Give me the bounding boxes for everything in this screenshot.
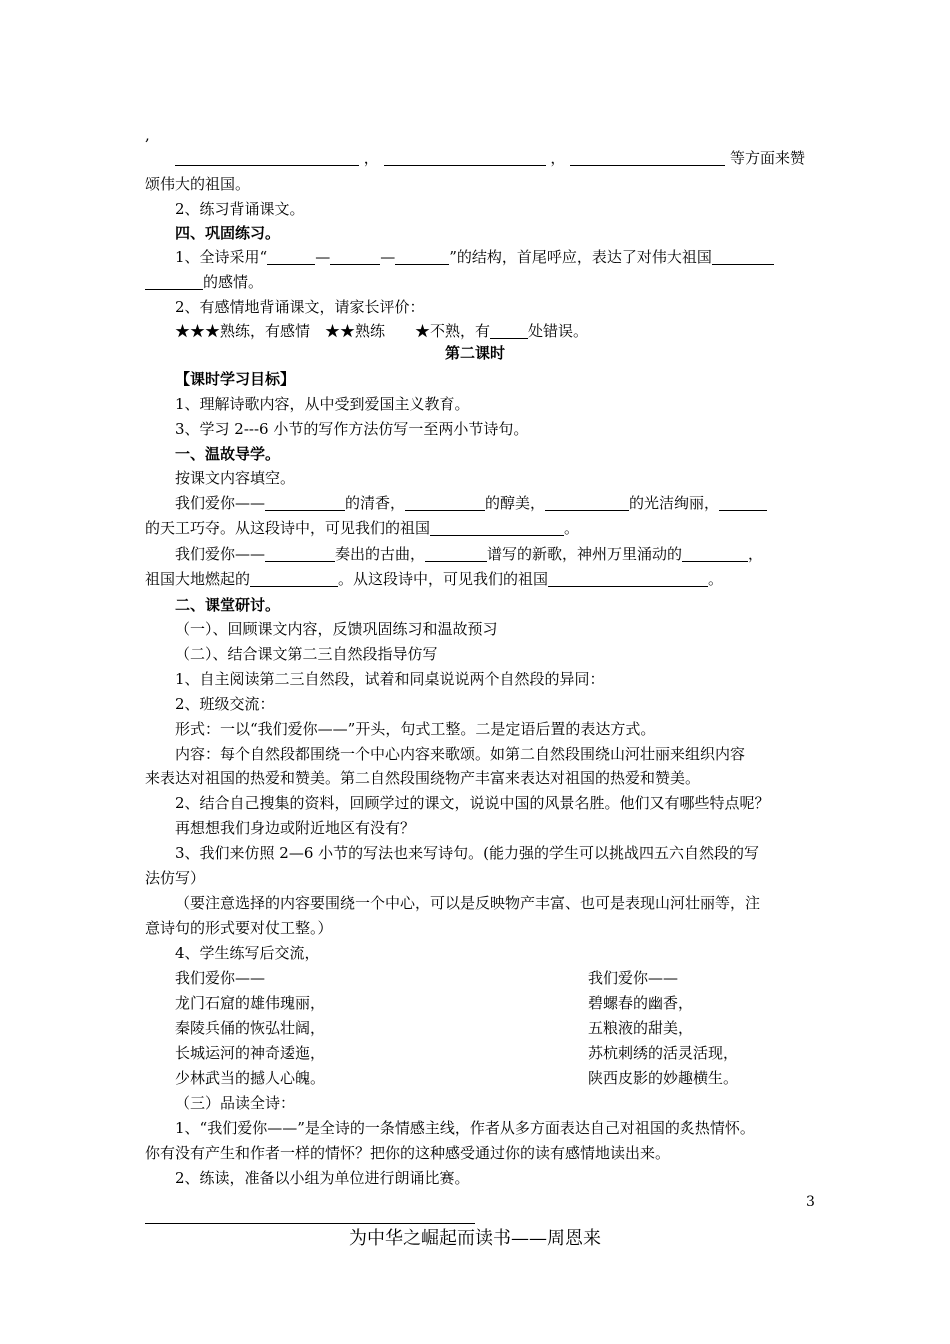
- poem-left-line: 秦陵兵俑的恢弘壮阔，: [175, 1019, 326, 1037]
- fill-blank[interactable]: [250, 570, 338, 587]
- text-line: 法仿写）: [145, 869, 206, 887]
- text-line: 1、理解诗歌内容，从中受到爱国主义教育。: [175, 395, 470, 413]
- poem-right-line: 我们爱你——: [588, 969, 679, 987]
- text-line: （要注意选择的内容要围绕一个中心，可以是反映物产丰富、也可是表现山河壮丽等，注: [175, 894, 761, 912]
- text-line: 的感情。: [145, 270, 825, 294]
- text-line: （一）、回顾课文内容，反馈巩固练习和温故预习: [175, 620, 498, 638]
- text-line: 形式：一以“我们爱你——”开头，句式工整。二是定语后置的表达方式。: [175, 720, 656, 738]
- section-heading: 二、课堂研讨。: [175, 596, 281, 614]
- poem-right-line: 苏杭刺绣的活灵活现，: [588, 1044, 739, 1062]
- poem-right-line: 陕西皮影的妙趣横生。: [588, 1069, 739, 1087]
- text-line: 2、结合自己搜集的资料，回顾学过的课文，说说中国的风景名胜。他们又有哪些特点呢？: [175, 794, 770, 812]
- text-line: 再想想我们身边或附近地区有没有？: [175, 819, 416, 837]
- text-line: 2、班级交流：: [175, 695, 275, 713]
- fill-blank[interactable]: [712, 248, 774, 265]
- fill-blank[interactable]: [490, 322, 528, 339]
- text-line: 1、全诗采用“ — — ”的结构，首尾呼应，表达了对伟大祖国: [175, 245, 855, 269]
- text-line: ， ， 等方面来赞: [175, 146, 855, 170]
- fill-blank[interactable]: [145, 273, 203, 290]
- poem-left-line: 龙门石窟的雄伟瑰丽，: [175, 994, 326, 1012]
- text-line: 1、“我们爱你——”是全诗的一条情感主线，作者从多方面表达自己对祖国的炙热情怀。: [175, 1119, 755, 1137]
- fill-blank[interactable]: [330, 248, 380, 265]
- text-line: 2、练读，准备以小组为单位进行朗诵比赛。: [175, 1169, 470, 1187]
- text-line: 你有没有产生和作者一样的情怀？把你的这种感受通过你的读有感情地读出来。: [145, 1144, 671, 1162]
- text-line: （三）品读全诗：: [175, 1094, 296, 1112]
- stray-comma: ,: [145, 126, 150, 144]
- text-line: 1、自主阅读第二三自然段，试着和同桌说说两个自然段的异同：: [175, 670, 605, 688]
- fill-blank[interactable]: [570, 149, 725, 166]
- text-line: 我们爱你—— 的清香， 的醇美， 的光洁绚丽，: [175, 491, 855, 515]
- fill-blank[interactable]: [395, 248, 449, 265]
- text-line: 意诗句的形式要对仗工整。）: [145, 919, 333, 937]
- text-line: 颂伟大的祖国。: [145, 175, 251, 193]
- text-line: 4、学生练写后交流，: [175, 944, 320, 962]
- text-line: 我们爱你—— 奏出的古曲， 谱写的新歌，神州万里涌动的 ，: [175, 545, 764, 563]
- fill-blank[interactable]: [265, 494, 345, 511]
- fill-blank[interactable]: [682, 545, 748, 562]
- fill-blank[interactable]: [425, 545, 487, 562]
- text-line: 3、我们来仿照 2—6 小节的写法也来写诗句。(能力强的学生可以挑战四五六自然段的写: [175, 844, 760, 862]
- page-number: 3: [806, 1194, 815, 1210]
- poem-right-line: 碧螺春的幽香，: [588, 994, 694, 1012]
- poem-left-line: 少林武当的撼人心魄。: [175, 1069, 326, 1087]
- fill-blank[interactable]: [545, 494, 629, 511]
- fill-blank[interactable]: [175, 149, 359, 166]
- poem-left-line: 我们爱你——: [175, 969, 266, 987]
- fill-blank[interactable]: [719, 494, 767, 511]
- poem-left-line: 长城运河的神奇逶迤，: [175, 1044, 326, 1062]
- text-line: 祖国大地燃起的 。从这段诗中，可见我们的祖国 。: [145, 570, 724, 588]
- text-line: 按课文内容填空。: [175, 469, 296, 487]
- fill-blank[interactable]: [267, 248, 315, 265]
- fill-blank[interactable]: [405, 494, 485, 511]
- text-line: 内容：每个自然段都围绕一个中心内容来歌颂。如第二自然段围绕山河壮丽来组织内容: [175, 745, 746, 763]
- footer-motto: 为中华之崛起而读书——周恩来: [349, 1228, 601, 1249]
- fill-blank[interactable]: [430, 519, 564, 536]
- text-line: 来表达对祖国的热爱和赞美。第二自然段围绕物产丰富来表达对祖国的热爱和赞美。: [145, 769, 701, 787]
- text-line: 2、有感情地背诵课文，请家长评价：: [175, 298, 425, 316]
- poem-right-line: 五粮液的甜美，: [588, 1019, 694, 1037]
- text-line: 2、练习背诵课文。: [175, 200, 305, 218]
- section-heading: 【课时学习目标】: [175, 370, 296, 388]
- text-line: 的天工巧夺。从这段诗中，可见我们的祖国 。: [145, 519, 580, 537]
- rating-line: ★★★熟练，有感情 ★★熟练 ★不熟，有 处错误。: [175, 322, 589, 340]
- fill-blank[interactable]: [548, 570, 708, 587]
- text-line: （二）、结合课文第二三自然段指导仿写: [175, 645, 438, 663]
- lesson-title: 第二课时: [444, 344, 505, 362]
- section-heading: 一、温故导学。: [175, 445, 281, 463]
- fill-blank[interactable]: [384, 149, 546, 166]
- fill-blank[interactable]: [265, 545, 335, 562]
- section-heading: 四、巩固练习。: [175, 224, 281, 242]
- text-line: 3、学习 2---6 小节的写作方法仿写一至两小节诗句。: [175, 420, 529, 438]
